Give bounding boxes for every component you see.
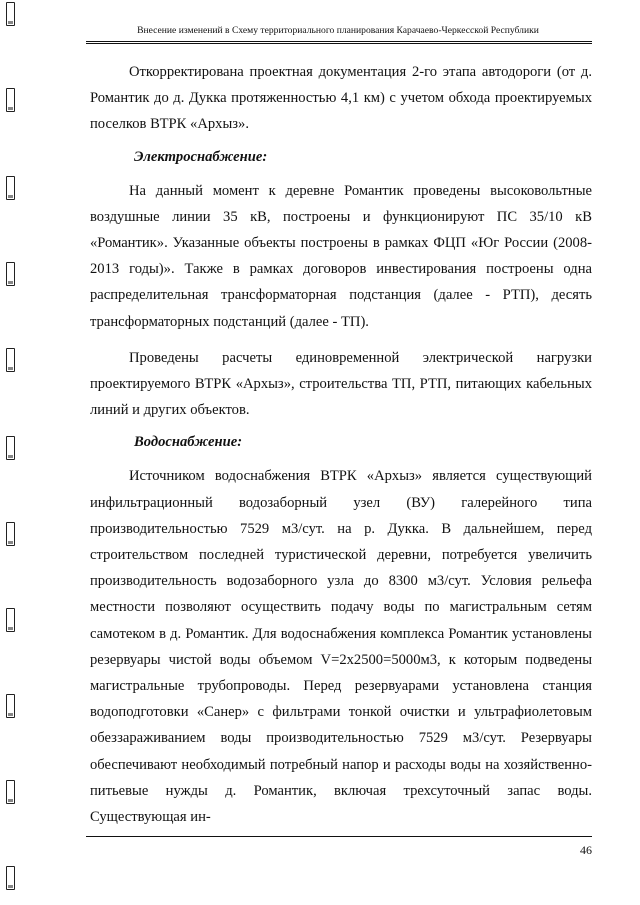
power-paragraph-2: Проведены расчеты единовременной электрической нагрузки проектируемого ВТРК «Архыз», строительства ТП, РТП, питающих кабельных линий и других объектов. [90, 349, 592, 419]
water-paragraph-1: Источником водоснабжения ВТРК «Архыз» является существующий инфильтрационный водозаборный узел (ВУ) галерейного типа производительностью 7529 м3/сут. на р. Дукка. В дальнейшем, перед строительством последней туристической деревни, потребуется увеличить производительность водозаборного узла до 8300 м3/сут. Условия рельефа местности позволяют осуществить подачу воды по магистральным сетям самотеком в д. Романтик. Для водоснабжения комплекса Романтик установлены резервуары чистой воды объемом V=2x2500=5000м3, к которым подведены магистральные трубопроводы. Перед резервуарами установлена станция водоподготовки «Санер» с фильтрами тонкой очистки и ультрафиолетовым обеззараживанием воды производительностью 7529 м3/сут. Резервуары обеспечивают необходимый потребный напор и расходы воды на хозяйственно-питьевые нужды д. Романтик, включая трехсуточный запас воды. Существующая ин- [90, 468, 592, 826]
intro-paragraph: Откорректирована проектная документация 2-го этапа автодороги (от д. Романтик до д. Дукка протяженностью 4,1 км) с учетом обхода проектируемых поселков ВТРК «Архыз». [90, 64, 592, 133]
binder-ring-icon [6, 262, 15, 286]
binder-ring-icon [6, 2, 15, 26]
binder-ring-icon [6, 176, 15, 200]
footer-rule [86, 836, 592, 837]
page-number: 46 [580, 843, 592, 857]
header-rule-top [86, 41, 592, 42]
binder-ring-icon [6, 436, 15, 460]
binder-ring-icon [6, 522, 15, 546]
binder-ring-strip [0, 0, 24, 905]
document-body [90, 59, 592, 830]
header-rule-bottom [86, 43, 592, 44]
section-heading-water: Водоснабжение: [134, 434, 243, 451]
binder-ring-icon [6, 866, 15, 890]
power-paragraph-1: На данный момент к деревне Романтик проведены высоковольтные воздушные линии 35 кВ, построены и функционируют ПС 35/10 кВ «Романтик». Указанные объекты построены в рамках ФЦП «Юг России (2008-2013 годы)». Также в рамках договоров инвестирования построены одна распределительная трансформаторная подстанция (далее - РТП), десять трансформаторных подстанций (далее - ТП). [90, 182, 592, 330]
page-header: Внесение изменений в Схему территориального планирования Карачаево-Черкесской Республики [137, 25, 539, 36]
binder-ring-icon [6, 608, 15, 632]
binder-ring-icon [6, 694, 15, 718]
binder-ring-icon [6, 88, 15, 112]
binder-ring-icon [6, 780, 15, 804]
section-heading-power: Электроснабжение: [134, 148, 268, 165]
binder-ring-icon [6, 348, 15, 372]
